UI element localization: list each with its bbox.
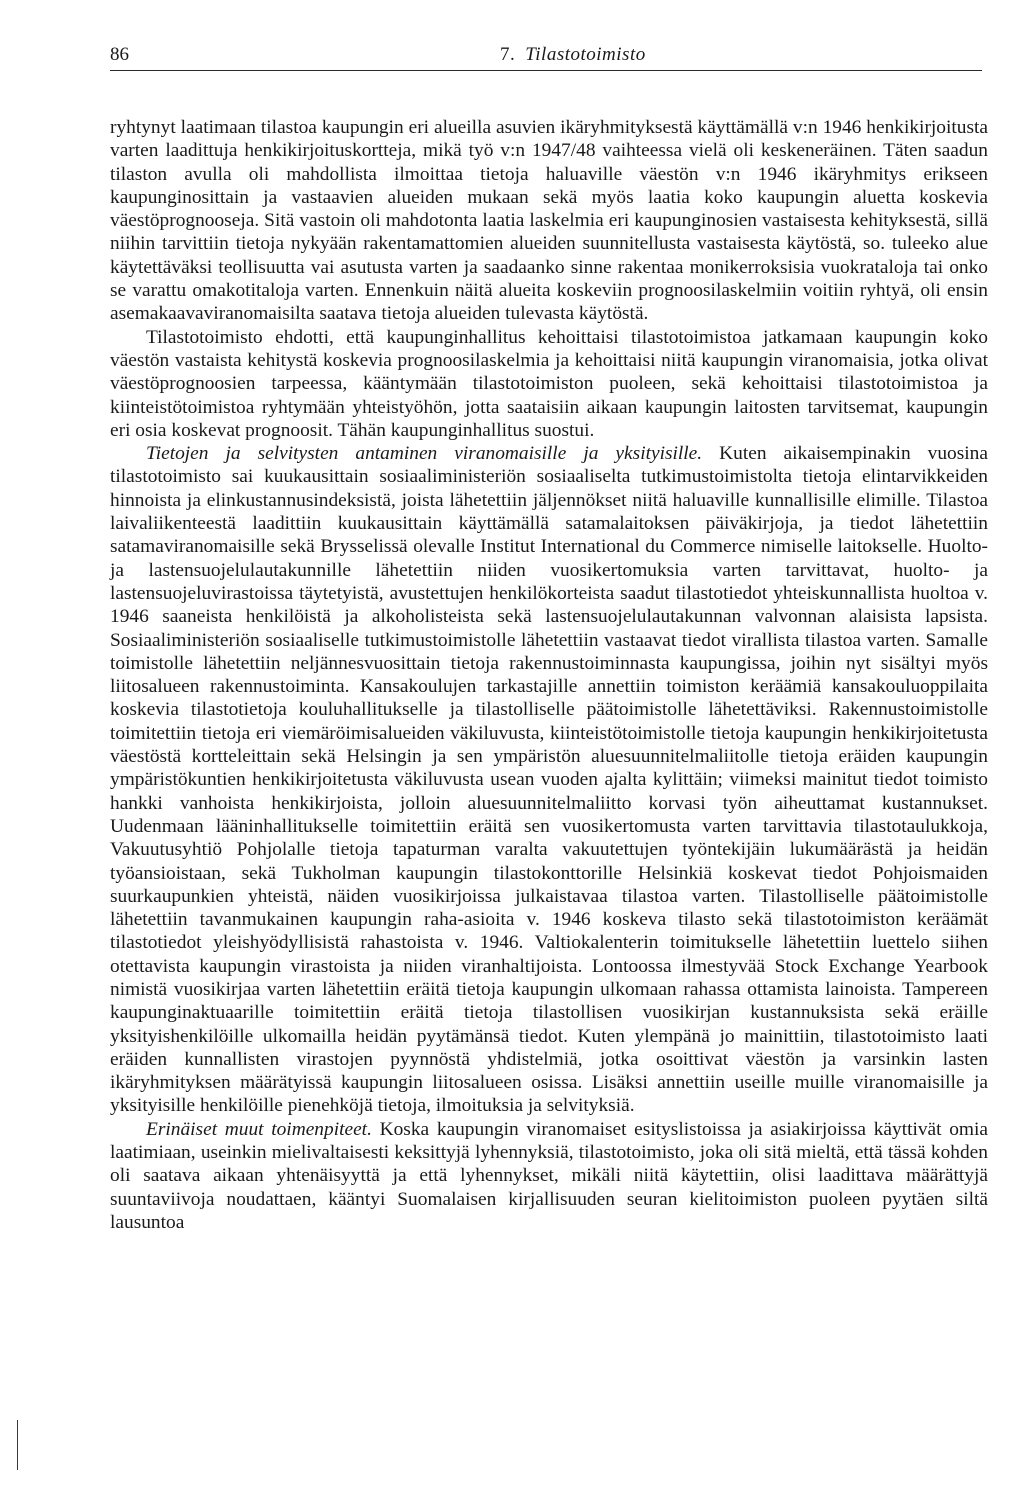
page-number: 86 bbox=[110, 44, 129, 65]
body-text bbox=[110, 116, 988, 1234]
running-title bbox=[500, 44, 646, 66]
paragraph bbox=[110, 326, 988, 442]
paragraph-text: Koska kaupungin viranomaiset esityslistoissa ja asiakirjoissa käyttivät omia laatimiaan, useinkin mielivaltaisesti keksittyjä lyhennyksiä, tilastotoimisto, joka oli sitä mieltä, että tässä kohden oli saatava aikaan yhtenäisyyttä ja että lyhennykset, mikäli niitä käytettiin, olisi laadittava määrättyjä suuntaviivoja noudattaen, kääntyi Suomalaisen kirjallisuuden seuran kielitoimiston puoleen pyytäen siltä lausuntoa bbox=[110, 1118, 988, 1233]
paragraph-text: Tilastotoimisto ehdotti, että kaupunginhallitus kehoittaisi tilastotoimistoa jatkamaan kaupungin koko väestön vastaista kehitystä koskevia prognoosilaskelmia ja kehoittaisi niitä kaupungin viranomaisia, jotka olivat väestöprognoosien tarpeessa, kääntymään tilastotoimiston puoleen, sekä kehoittaisi tilastotoimistoa ja kiinteistötoimistoa ryhtymään yhteistyöhön, jotta saataisiin aikaan kaupungin laitosten tarvitsemat, kaupungin eri osia koskevat prognoosit. Tähän kaupunginhallitus suostui. bbox=[110, 326, 988, 441]
paragraph-text: ryhtynyt laatimaan tilastoa kaupungin eri alueilla asuvien ikäryhmityksestä käyttämällä v:n 1946 henkikirjoitusta varten laadittuja henkikirjoituskortteja, mikä työ v:n 1947/48 vaihteessa vielä oli keskeneräinen. Täten saadun tilaston avulla oli mahdollista ilmoittaa tietoja haluaville väestön v:n 1946 ikäryhmitys erikseen kaupunginosittain ja vastaavien alueiden mukaan sekä myös laatia koko kaupungin aluetta koskevia väestöprognooseja. Sitä vastoin oli mahdotonta laatia laskelmia eri kaupunginosien vastaisesta kehityksestä, sillä niihin tarvittiin tietoja nykyään rakentamattomien alueiden suunnitellusta vastaisesta käytöstä, so. tuleeko alue käytettäväksi teollisuutta vai asutusta varten ja saadaanko sinne rakentaa monikerroksisia vuokrataloja tai onko se varattu omakotitaloja varten. Ennenkuin näitä alueita koskeviin prognoosilaskelmiin voitiin ryhtyä, oli ensin asemakaavaviranomaisilta saatava tietoja alueiden tulevasta käytöstä. bbox=[110, 117, 988, 325]
page-header bbox=[110, 44, 988, 74]
paragraph bbox=[110, 442, 988, 1118]
book-page bbox=[110, 44, 988, 1234]
margin-mark bbox=[17, 1420, 18, 1470]
header-rule bbox=[110, 70, 982, 71]
paragraph-text: Kuten aikaisempinakin vuosina tilastotoimisto sai kuukausittain sosiaaliministeriön sosiaaliselta tutkimustoimistolta tietoja elintarvikkeiden hinnoista ja elinkustannusindeksistä, joista lähetettiin jäljennökset niitä haluaville kunnallisille elimille. Tilastoa laivaliikenteestä laadittiin kuukausittain käyttämällä satamalaitoksen päiväkirjoja, ja tiedot lähetettiin satamaviranomaisille sekä Brysselissä olevalle Institut International du Commerce nimiselle laitokselle. Huolto- ja lastensuojelulautakunnille lähetettiin niiden vuosikertomuksia varten tarvittavat, huolto- ja lastensuojeluvirastoissa täytetyistä, avustettujen henkilökorteista saadut tilastotiedot yhteiskunnallista huoltoa v. 1946 saaneista henkilöistä ja alkoholisteista sekä lastensuojelulautakunnan valvonnan alaisista lapsista. Sosiaaliministeriön sosiaaliselle tutkimustoimistolle lähetettiin vastaavat tiedot virallista tilastoa varten. Samalle toimistolle lähetettiin neljännesvuosittain tietoja rakennustoiminnasta kaupungissa, joihin nyt sisältyi myös liitosalueen rakennustoiminta. Kansakoulujen tarkastajille annettiin toimiston keräämiä kansakouluoppilaita koskevia tilastotietoja kouluhallitukselle ja tilastolliselle päätoimistolle lähetettäviksi. Rakennustoimistolle toimitettiin tietoja eri viemäröimisalueiden väkiluvusta, kiinteistötoimistolle tietoja kaupungin henkikirjoitetusta väestöstä kortteleittain sekä Helsingin ja sen ympäristön aluesuunnitelmaliitolle tietoja eräiden kaupungin ympäristökuntien henkikirjoitetusta väkiluvusta usean vuoden ajalta kylittäin; viimeksi mainitut tiedot toimisto hankki vanhoista henkikirjoista, jolloin aluesuunnitelmaliitto korvasi työn aiheuttamat kustannukset. Uudenmaan lääninhallitukselle toimitettiin eräitä sen vuosikertomusta varten tarvittavia tilastotaulukkoja, Vakuutusyhtiö Pohjolalle tietoja tapaturman varalta vakuutettujen työntekijäin lukumäärästä ja heidän työansioistaan, sekä Tukholman kaupungin tilastokonttorille Helsinkiä koskevat tiedot Pohjoismaiden suurkaupunkien yhteistä, näiden vuosikirjoissa julkaistavaa tilastoa varten. Tilastolliselle päätoimistolle lähetettiin tavanmukainen kaupungin raha-asioita v. 1946 koskeva tilasto sekä tilastotoimiston keräämät tilastotiedot yleishyödyllisistä rahastoista v. 1946. Valtiokalenterin toimitukselle lähetettiin luettelo siihen otettavista kaupungin virastoista ja niiden viranhaltijoista. Lontoossa ilmestyvää Stock Exchange Yearbook nimistä vuosikirjaa varten lähetettiin eräitä tietoja kaupungin ulkomaan rahassa ottamista lainoista. Tampereen kaupunginaktuaarille toimitettiin eräitä tietoja tilastollisen vuosikirjan kustannuksista sekä eräille yksityishenkilöille ulkomailla heidän pyytämänsä tiedot. Kuten ylempänä jo mainittiin, tilastotoimisto laati eräiden kunnallisten virastojen pyynnöstä yhdistelmiä, jotka osoittivat väestön ja varsinkin lasten ikäryhmityksen määrätyissä kaupungin liitosalueen osissa. Lisäksi annettiin useille muille viranomaisille ja yksityisille henkilöille pienehköjä tietoja, ilmoituksia ja selvityksiä. bbox=[110, 443, 988, 1117]
paragraph-continued bbox=[110, 116, 988, 326]
chapter-title: Tilastotoimisto bbox=[525, 44, 646, 65]
section-heading: Erinäiset muut toimenpiteet. bbox=[146, 1118, 372, 1140]
chapter-number: 7. bbox=[500, 44, 516, 65]
paragraph bbox=[110, 1118, 988, 1234]
section-heading: Tietojen ja selvitysten antaminen viranomaisille ja yksityisille. bbox=[146, 443, 703, 465]
